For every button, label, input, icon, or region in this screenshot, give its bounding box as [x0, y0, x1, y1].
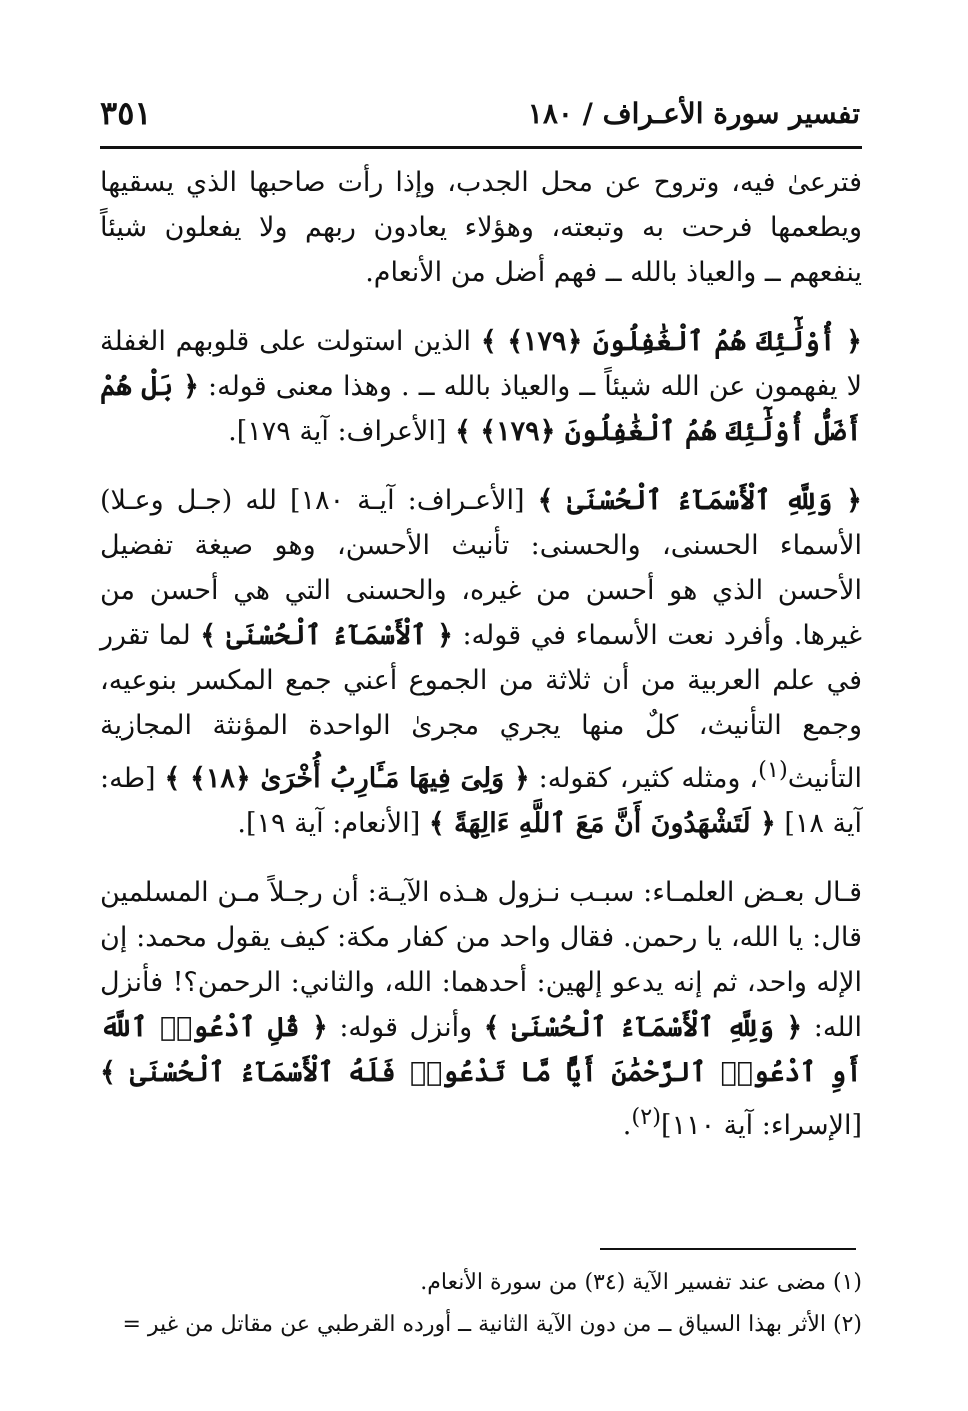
page-number: ٣٥١ [100, 94, 152, 132]
footnote-2: (٢) الأثر بهذا السياق ــ من دون الآية الثانية ــ أورده القرطبي عن مقاتل من غير = [122, 1312, 862, 1337]
footnote-ref: (١) [758, 757, 788, 783]
paragraph-2 [100, 319, 862, 454]
text-segment: [طه: آية ١٨] [100, 763, 862, 839]
body-text [100, 160, 862, 1172]
text-segment: [الأعـراف: آيـة ١٨٠] لله (جـل وعـلا) الأسماء الحسنى، والحسنى: تأنيث الأحسن، وهو صيغة تفضيل الأحسن الذي هو أحسن من غيره، والحسنى التي هي أحسن من غيرها. وأفرد نعت الأسماء في قوله: [100, 485, 862, 651]
paragraph-3 [100, 478, 862, 846]
quran-verse: ﴿ وَلِلَّهِ ٱلْأَسْمَآءُ ٱلْحُسْنَىٰ ﴾ [483, 1012, 803, 1043]
text-segment: [الأنعام: آية ١٩]. [237, 808, 429, 839]
text-segment: ، ومثله كثير، كقوله: [529, 763, 759, 794]
paragraph-4 [100, 870, 862, 1148]
text-segment: الذين استولت على قلوبهم الغفلة لا يفهمون عن الله شيئاً ــ والعياذ بالله ــ . وهذا معنى قوله: [100, 326, 862, 402]
footnote-separator [600, 1248, 856, 1250]
text-segment: . [622, 1110, 632, 1141]
quran-verse: ﴿ بَلْ هُمْ أَضَلُّ أُوْلَٰٓئِكَ هُمُ ٱلْغَٰفِلُونَ ﴿١٧٩﴾ ﴾ [100, 371, 862, 447]
footnotes [100, 1262, 862, 1346]
text-segment: فترعىٰ فيه، وتروح عن محل الجدب، وإذا رأت صاحبها الذي يسقيها ويطعمها فرحت به وتبعته، وهؤلاء يعادون ربهم ولا يفعلون شيئاً ينفعهم ــ والعياذ بالله ــ فهم أضل من الأنعام. [100, 167, 862, 288]
header-rule [100, 146, 862, 149]
page-header [100, 88, 860, 138]
footnote-ref: (٢) [631, 1104, 662, 1130]
running-title: تفسير سورة الأعـراف / ١٨٠ [527, 96, 860, 130]
text-segment: لما تقرر في علم العربية من أن ثلاثة من الجموع أعني جمع المكسر بنوعيه، وجمع التأنيث، كلٌ منها يجري مجرىٰ الواحدة المؤنثة المجازية التأنيث [100, 620, 862, 794]
text-segment: [الإسراء: آية ١١٠] [661, 1110, 862, 1141]
quran-verse: ﴿ ٱلْأَسْمَآءُ ٱلْحُسْنَىٰ ﴾ [200, 620, 453, 651]
text-segment: [الأعراف: آية ١٧٩]. [228, 416, 456, 447]
quran-verse: ﴿ وَلِلَّهِ ٱلْأَسْمَآءُ ٱلْحُسْنَىٰ ﴾ [537, 485, 863, 516]
footnote-1: (١) مضى عند تفسير الآية (٣٤) من سورة الأنعام. [420, 1270, 862, 1295]
quran-verse: ﴿ أُوْلَٰٓئِكَ هُمُ ٱلْغَٰفِلُونَ ﴿١٧٩﴾ ﴾ [480, 326, 862, 357]
text-segment: وأنزل قوله: [327, 1012, 484, 1043]
quran-verse: ﴿ لَتَشْهَدُونَ أَنَّ مَعَ ٱللَّهِ ءَالِهَةً ﴾ [428, 808, 776, 839]
text-segment: قـال بعـض العلمـاء: سبـب نـزول هـذه الآيـة: أن رجـلاً مـن المسلمين قال: يا الله، يا رحمن. فقال واحد من كفار مكة: كيف يقول محمد: إن الإله واحد، ثم إنه يدعو إلهين: أحدهما: الله، والثاني: الرحمن؟! فأنزل الله: [100, 877, 862, 1043]
paragraph-1 [100, 160, 862, 295]
quran-verse: ﴿ قُلِ ٱدْعُوا۟ ٱللَّهَ أَوِ ٱدْعُوا۟ ٱلرَّحْمَٰنَ أَيًّا مَّا تَدْعُوا۟ فَلَهُ ٱلْأَسْمَآءُ ٱلْحُسْنَىٰ ﴾ [100, 1012, 862, 1088]
quran-verse: ﴿ وَلِىَ فِيهَا مَـَٔارِبُ أُخْرَىٰ ﴿١٨﴾ ﴾ [164, 763, 530, 794]
